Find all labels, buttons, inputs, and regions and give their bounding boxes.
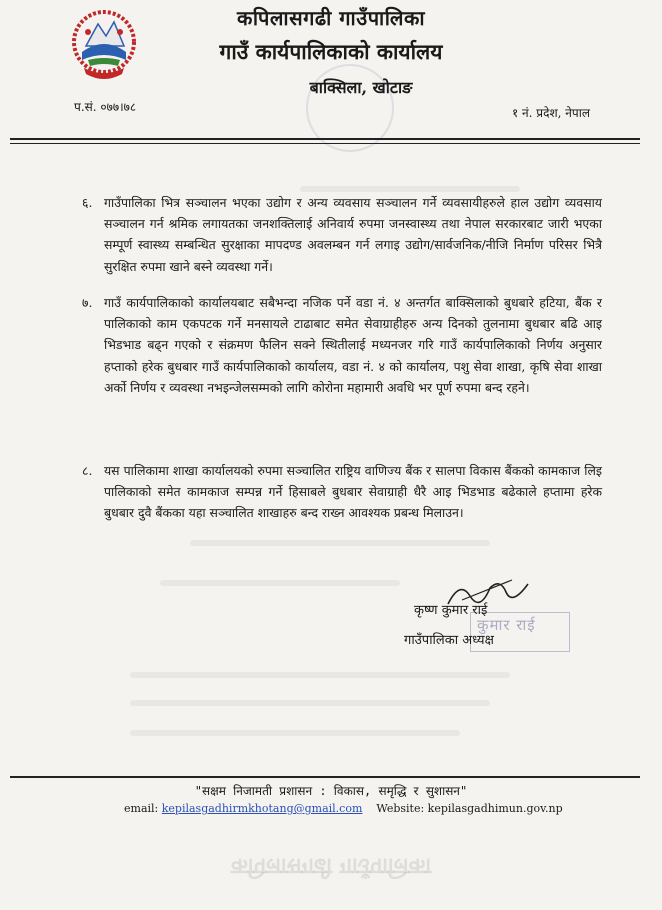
item-text: यस पालिकामा शाखा कार्यालयको रुपमा सञ्चालित राष्ट्रिय वाणिज्य बैंक र सालपा विकास बैंकको कामकाज लिइ पालिकाको समेत कामकाज सम्पन्न गर्ने हिसाबले बुधबार सेवाग्राही धैरै आइ भिडभाड बढेकाले हप्तामा हरेक बुधबार दुवै बैंकका यहा सञ्चालित शाखाहरु बन्द राख्न आवश्यक प्रबन्ध मिलाउन। [104,463,602,521]
bleed-through-mark [130,672,510,678]
email-link[interactable]: kepilasgadhirmkhotang@gmail.com [161,802,363,815]
list-item [82,460,602,524]
email-label: email: [124,802,159,815]
header-divider [10,138,640,140]
website-label: Website: [376,802,425,815]
item-number: ७. [82,295,93,310]
mirrored-bleed-text: कपिलासगढी गाउँपालिका [230,853,432,879]
header-divider-thin [10,143,640,144]
province-label: १ नं. प्रदेश, नेपाल [511,106,590,120]
reference-number: प.सं. ०७७।७८ [74,100,137,114]
footer-divider [10,776,640,778]
office-name: गाउँ कार्यपालिकाको कार्यालय [219,39,443,64]
item-number: ८. [82,463,93,478]
item-number: ६. [82,195,93,210]
item-text: गाउँ कार्यपालिकाको कार्यालयबाट सबैभन्दा नजिक पर्ने वडा नं. ४ अन्तर्गत बाक्सिलाको बुधबारे हटिया, बैंक र पालिकाको काम एकपटक गर्ने मनसायले टाढाबाट समेत सेवाग्राहीहरु अन्य दिनको तुलनामा बुधबार बढि आइ भिडभाड बढ्न गएको र संक्रमण फैलिन सक्ने स्थितीलाई मध्यनजर गरि गाउँ कार्यपालिकाको निर्णय अनुसार हप्ताको हरेक बुधबार गाउँ कार्यपालिकाको कार्यालय, वडा नं. ४ को कार्यालय, पशु सेवा शाखा, कृषि सेवा शाखा अर्को निर्णय र व्यवस्था नभइन्जेलसम्मको लागि कोरोना महामारी अवधि भर पूर्ण रुपमा बन्द रहने। [104,295,602,395]
signature-stamp: कुमार राई [470,612,570,652]
signatory-title: गाउँपालिका अध्यक्ष [404,633,494,648]
signatory-name: कृष्ण कुमार राई [414,603,488,618]
bleed-through-mark [130,700,490,706]
municipality-name: कपिलासगढी गाउँपालिका [236,6,426,30]
list-item [82,292,602,398]
website-link[interactable]: kepilasgadhimun.gov.np [427,802,563,815]
bleed-through-mark [160,580,400,586]
footer-motto: "सक्षम निजामती प्रशासन : विकास, समृद्धि र सुशासन" [194,784,468,798]
item-text: गाउँपालिका भित्र सञ्चालन भएका उद्योग र अन्य व्यवसाय सञ्चालन गर्ने व्यवसायीहरुले हाल उद्योग व्यवसाय सञ्चालन गर्न श्रमिक लगायतका जनशक्तिलाई अनिवार्य रुपमा जनस्वास्थ्य तथा नेपाल सरकारबाट जारी भएका सम्पूर्ण स्वास्थ्य सम्बन्धित सुरक्षाका मापदण्ड अवलम्बन गर्न लगाइ उद्योग/सार्वजनिक/नीजि निर्माण परिसर भित्रै सुरक्षित रुपमा खाने बस्ने व्यवस्था गर्ने। [104,195,602,274]
office-address: बाक्सिला, खोटाङ [309,78,413,97]
list-item [82,192,602,277]
bleed-through-mark [130,730,460,736]
footer-contact [124,802,563,815]
bleed-through-mark [190,540,490,546]
